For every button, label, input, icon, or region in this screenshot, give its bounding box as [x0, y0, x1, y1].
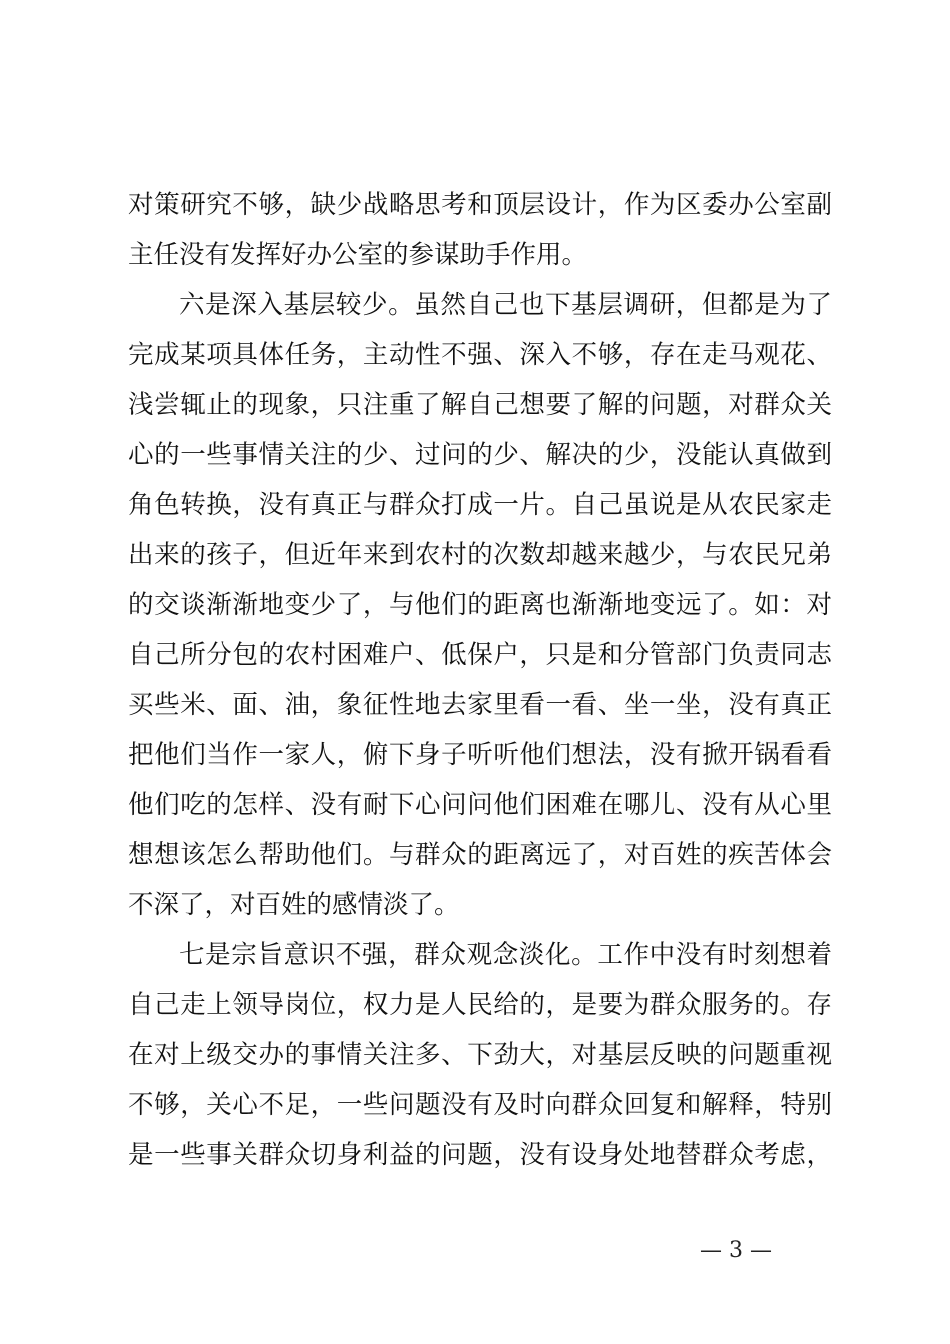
text-line: 出来的孩子，但近年来到农村的次数却越来越少，与农民兄弟 — [128, 540, 832, 570]
text-line: 的交谈渐渐地变少了，与他们的距离也渐渐地变远了。如：对 — [128, 590, 832, 620]
text-line: 不深了，对百姓的感情淡了。 — [128, 890, 460, 920]
text-line: 是一些事关群众切身利益的问题，没有设身处地替群众考虑， — [128, 1140, 832, 1170]
text-line: 浅尝辄止的现象，只注重了解自己想要了解的问题，对群众关 — [128, 390, 832, 420]
text-line: 在对上级交办的事情关注多、下劲大，对基层反映的问题重视 — [128, 1040, 832, 1070]
paragraph-seven-start: 七是宗旨意识不强，群众观念淡化。工作中没有时刻想着 — [179, 940, 832, 970]
text-line: 完成某项具体任务，主动性不强、深入不够，存在走马观花、 — [128, 340, 832, 370]
body-text — [128, 180, 832, 1180]
page-number: — 3 — — [700, 1238, 772, 1263]
text-line: 自己所分包的农村困难户、低保户，只是和分管部门负责同志 — [128, 640, 832, 670]
text-line: 不够，关心不足，一些问题没有及时向群众回复和解释，特别 — [128, 1090, 832, 1120]
paragraph-six-start: 六是深入基层较少。虽然自己也下基层调研，但都是为了 — [179, 290, 832, 320]
text-line: 想想该怎么帮助他们。与群众的距离远了，对百姓的疾苦体会 — [128, 840, 832, 870]
text-line: 角色转换，没有真正与群众打成一片。自己虽说是从农民家走 — [128, 490, 832, 520]
text-line: 他们吃的怎样、没有耐下心问问他们困难在哪儿、没有从心里 — [128, 790, 832, 820]
text-line: 自己走上领导岗位，权力是人民给的，是要为群众服务的。存 — [128, 990, 832, 1020]
text-line: 心的一些事情关注的少、过问的少、解决的少，没能认真做到 — [128, 440, 832, 470]
text-line: 主任没有发挥好办公室的参谋助手作用。 — [128, 240, 588, 270]
text-line: 把他们当作一家人，俯下身子听听他们想法，没有掀开锅看看 — [128, 740, 832, 770]
text-line: 对策研究不够，缺少战略思考和顶层设计，作为区委办公室副 — [128, 190, 832, 220]
text-line: 买些米、面、油，象征性地去家里看一看、坐一坐，没有真正 — [128, 690, 832, 720]
